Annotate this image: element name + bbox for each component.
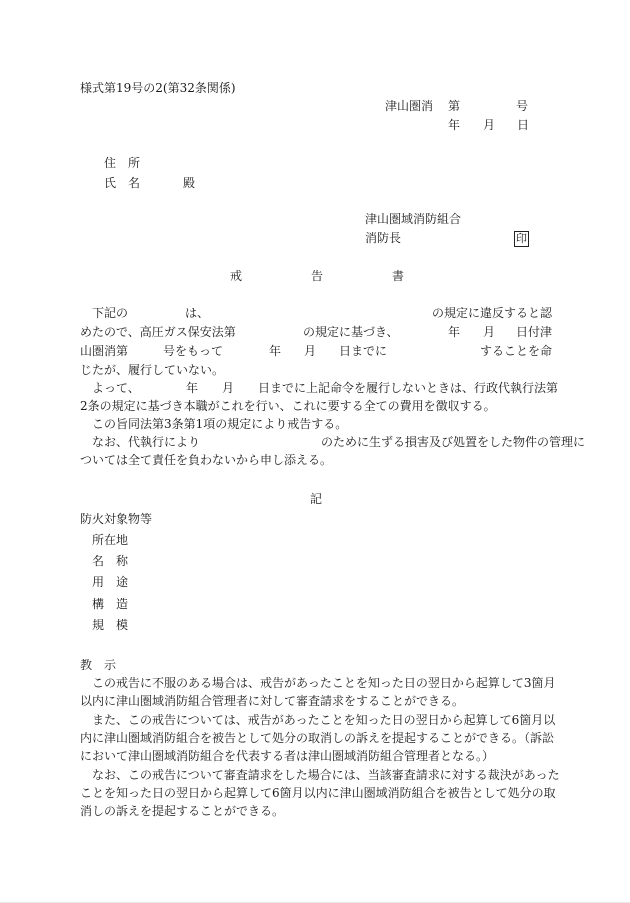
body-l7: この旨同法第3条第1項の規定により戒告する。: [92, 417, 348, 431]
body-l5d: 日までに上記命令を履行しないときは、行政代執行法第: [258, 381, 559, 395]
body-l2b: の規定に基づき、: [303, 325, 399, 339]
body-l3e: 日までに: [339, 344, 388, 358]
notice-line-6: なお、この戒告について審査請求をした場合には、当該審査請求に対する裁決があった: [92, 768, 560, 782]
body-l1a: 下記の: [92, 306, 129, 320]
body-l3d: 月: [304, 344, 317, 358]
notice-line-1: この戒告に不服のある場合は、戒告があったことを知った日の翌日から起算して3箇月: [92, 676, 556, 690]
body-l8b: のために生ずる損害及び処置をした物件の管理に: [321, 435, 586, 449]
body-l3b: 号をもって: [163, 344, 224, 358]
body-l2a: めたので、高圧ガス保安法第: [80, 325, 236, 339]
date-year: 年: [448, 118, 461, 132]
body-l3a: 山圏消第: [80, 344, 129, 358]
body-l3c: 年: [269, 344, 282, 358]
record-ki: 記: [310, 492, 323, 506]
body-l5c: 月: [222, 381, 235, 395]
date-day: 日: [517, 118, 530, 132]
body-l2c: 年: [448, 325, 461, 339]
issuer-org: 津山圏域消防組合: [365, 212, 462, 226]
body-l8a: なお、代執行により: [92, 435, 201, 449]
name-label: 氏 名: [104, 176, 141, 190]
body-l1c: の規定に違反すると認: [432, 306, 553, 320]
reference-go: 号: [516, 99, 529, 113]
record-item-structure: 構 造: [92, 597, 129, 611]
reference-dai: 第: [448, 99, 461, 113]
notice-line-3: また、この戒告については、戒告があったことを知った日の翌日から起算して6箇月以: [92, 713, 556, 727]
notice-line-2: 以内に津山圏域消防組合管理者に対して審査請求をすることができる。: [80, 694, 465, 708]
date-month: 月: [483, 118, 496, 132]
body-l2d: 月: [483, 325, 496, 339]
address-label: 住 所: [104, 156, 141, 170]
body-l1b: は、: [185, 306, 210, 320]
title-char-2: 告: [311, 269, 324, 283]
issuer-title: 消防長: [365, 231, 402, 245]
seal-text: 印: [516, 232, 527, 245]
body-l9: ついては全て責任を負わないから申し添える。: [80, 453, 333, 467]
body-l3f: することを命: [480, 344, 553, 358]
reference-org: 津山圏消: [385, 99, 434, 113]
notice-line-5: において津山圏域消防組合を代表する者は津山圏域消防組合管理者となる。）: [80, 749, 495, 763]
body-l5b: 年: [186, 381, 199, 395]
record-item-scale: 規 模: [92, 618, 129, 632]
body-l5a: よって、: [92, 381, 140, 395]
title-char-3: 書: [392, 269, 405, 283]
record-heading: 防火対象物等: [80, 512, 153, 526]
record-item-use: 用 途: [92, 575, 129, 589]
form-number: 様式第19号の2(第32条関係): [80, 81, 236, 95]
body-l2e: 日付津: [516, 325, 553, 339]
notice-line-4: 内に津山圏域消防組合を被告として処分の取消しの訴えを提起することができる。（訴訟: [80, 731, 555, 745]
notice-line-7: ことを知った日の翌日から起算して6箇月以内に津山圏域消防組合を被告として処分の取: [80, 786, 556, 800]
body-l6: 2条の規定に基づき本職がこれを行い、これに要する全ての費用を徴収する。: [80, 399, 496, 413]
notice-line-8: 消しの訴えを提起することができる。: [80, 804, 285, 818]
honorific: 殿: [183, 176, 196, 190]
body-l4: じたが、履行していない。: [80, 363, 225, 377]
seal-mark: [514, 230, 529, 247]
record-item-name: 名 称: [92, 554, 129, 568]
title-char-1: 戒: [230, 269, 243, 283]
record-item-location: 所在地: [92, 533, 129, 547]
notice-heading: 教 示: [80, 658, 117, 672]
